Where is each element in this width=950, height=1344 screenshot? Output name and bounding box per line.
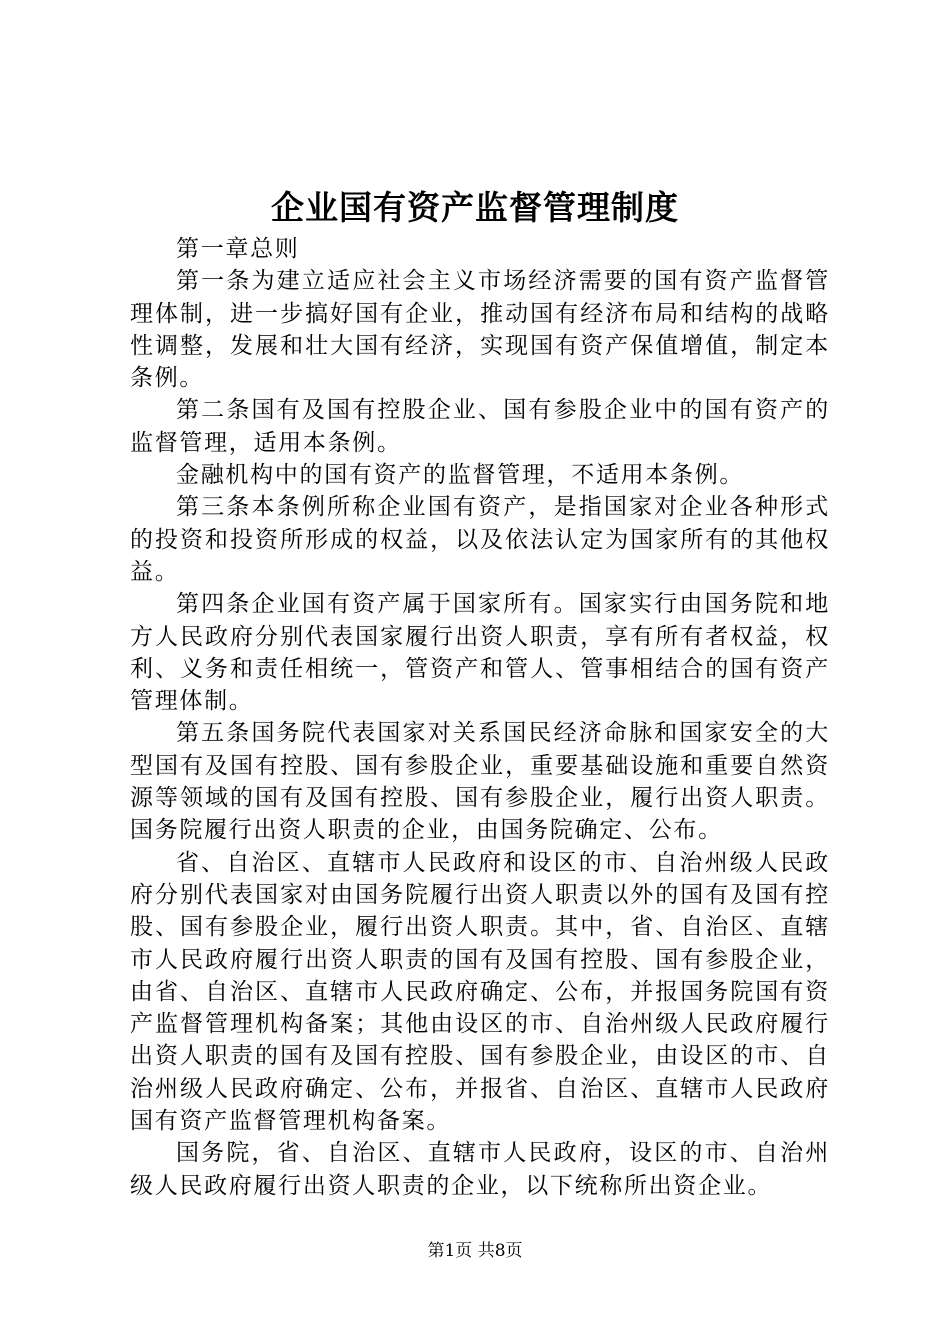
paragraph-article-3: 第三条本条例所称企业国有资产，是指国家对企业各种形式的投资和投资所形成的权益，以及依法认定为国家所有的其他权益。	[130, 494, 830, 585]
page-number-footer: 第1页 共8页	[427, 1241, 523, 1261]
document-title: 企业国有资产监督管理制度	[271, 188, 679, 227]
paragraph-article-4: 第四条企业国有资产属于国家所有。国家实行由国务院和地方人民政府分别代表国家履行出资人职责，享有所有者权益，权利、义务和责任相统一，管资产和管人、管事相结合的国有资产管理体制。	[130, 591, 830, 715]
paragraph-article-2: 第二条国有及国有控股企业、国有参股企业中的国有资产的监督管理，适用本条例。	[130, 397, 830, 456]
paragraph-article-5: 第五条国务院代表国家对关系国民经济命脉和国家安全的大型国有及国有控股、国有参股企业，重要基础设施和重要自然资源等领域的国有及国有控股、国有参股企业，履行出资人职责。国务院履行出资人职责的企业，由国务院确定、公布。	[130, 720, 830, 844]
chapter-heading: 第一章总则	[176, 236, 300, 262]
document-body	[130, 233, 830, 1202]
paragraph-article-2-exclusion: 金融机构中的国有资产的监督管理，不适用本条例。	[176, 462, 745, 489]
paragraph-article-1: 第一条为建立适应社会主义市场经济需要的国有资产监督管理体制，进一步搞好国有企业，推动国有经济布局和结构的战略性调整，发展和壮大国有经济，实现国有资产保值增值，制定本条例。	[130, 268, 830, 392]
paragraph-article-5-local: 省、自治区、直辖市人民政府和设区的市、自治州级人民政府分别代表国家对由国务院履行出资人职责以外的国有及国有控股、国有参股企业，履行出资人职责。其中，省、自治区、直辖市人民政府履行出资人职责的国有及国有控股、国有参股企业，由省、自治区、直辖市人民政府确定、公布，并报国务院国有资产监督管理机构备案；其他由设区的市、自治州级人民政府履行出资人职责的国有及国有控股、国有参股企业，由设区的市、自治州级人民政府确定、公布，并报省、自治区、直辖市人民政府国有资产监督管理机构备案。	[130, 849, 830, 1135]
paragraph-article-5-definition: 国务院，省、自治区、直辖市人民政府，设区的市、自治州级人民政府履行出资人职责的企业，以下统称所出资企业。	[130, 1140, 830, 1199]
